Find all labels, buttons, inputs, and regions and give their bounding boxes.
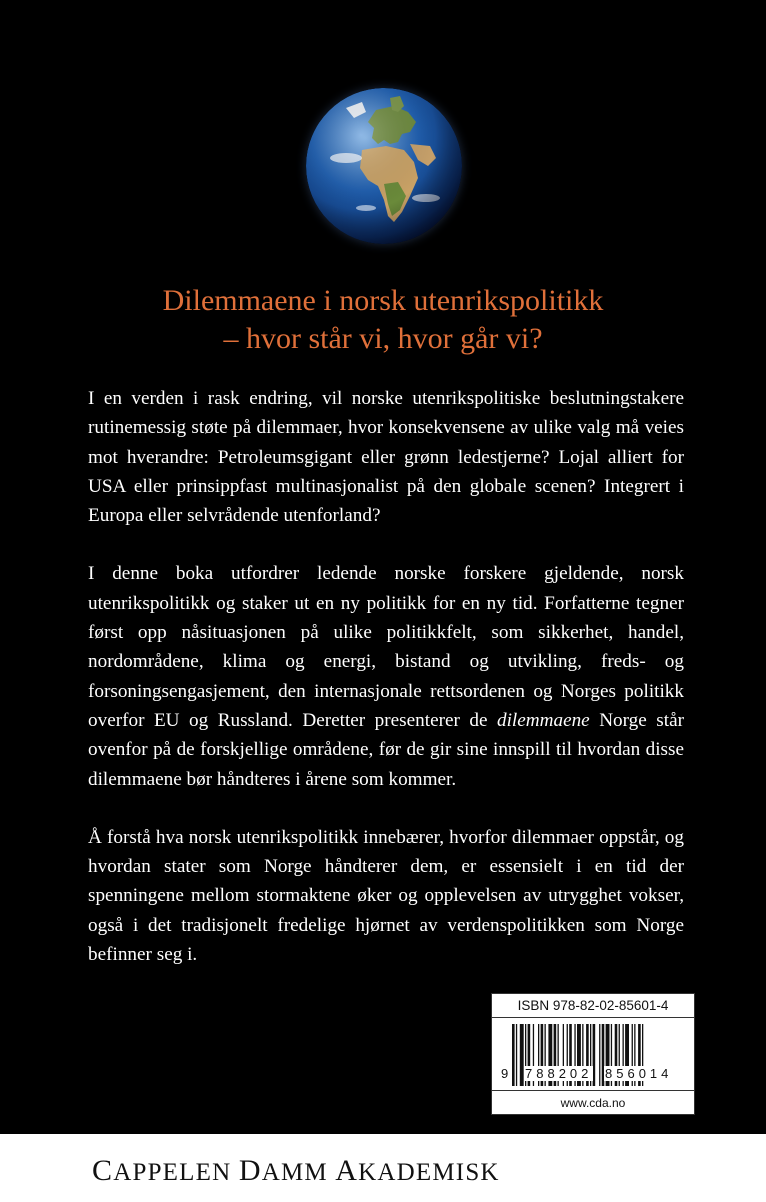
publisher-footer (0, 1134, 766, 1202)
barcode-panel (491, 993, 695, 1115)
earth-globe-icon (306, 88, 462, 244)
headline-line-1: Dilemmaene i norsk utenrikspolitikk (162, 284, 604, 317)
publisher-name: CAPPELEN DAMM AKADEMISK (92, 1154, 500, 1187)
blurb-paragraph-2-part-2: Norge står ovenfor på de forskjellige områdene, før de gir sine innspill til hvordan disse dilemmaene bør håndteres i årene som kommer. (88, 709, 684, 790)
ean-first-digit: 9 (501, 1066, 509, 1081)
blurb-paragraph-2-part-1: I denne boka utfordrer ledende norske forskere gjeldende, norsk utenrikspolitikk og staker ut en ny politikk for en ny tid. Forfatterne tegner først opp nåsituasjonen på ulike politikkfelt, som sikkerhet, handel, nordområdene, klima og energi, bistand og utvikling, freds- og forsoningsengasjement, den internasjonale rettsordenen og Norges politikk overfor EU og Russland. Deretter presenterer de (88, 563, 684, 731)
ean-left-digits: 788202 (525, 1066, 593, 1081)
headline-line-2: – hvor står vi, hvor går vi? (223, 322, 543, 355)
ean-right-digits: 856014 (605, 1066, 673, 1081)
blurb (88, 384, 684, 969)
blurb-paragraph-1: I en verden i rask endring, vil norske utenrikspolitiske beslutningstakere rutinemessig støte på dilemmaer, hvor konsekvensene av ulike valg må veies mot hverandre: Petroleumsgigant eller grønn ledestjerne? Lojal alliert for USA eller prinsippfast multinasjonalist på den globale scenen? Integrert i Europa eller selvrådende utenforland? (88, 388, 684, 527)
isbn-label: ISBN 978-82-02-85601-4 (492, 994, 694, 1018)
publisher-url: www.cda.no (492, 1090, 694, 1114)
blurb-paragraph-3: Å forstå hva norsk utenrikspolitikk innebærer, hvorfor dilemmaer oppstår, og hvordan stater som Norge håndterer dem, er essensielt i en tid der spenningene mellom stormaktene øker og opplevelsen av utrygghet vokser, også i det tradisjonelt fredelige hjørnet av verdenspolitikken som Norge befinner seg i. (88, 826, 684, 966)
headline (0, 282, 766, 358)
blurb-paragraph-2 (88, 559, 684, 793)
blurb-emphasis: dilemmaene (496, 709, 590, 731)
barcode-bar (512, 1024, 515, 1086)
barcode-bar (516, 1024, 517, 1086)
barcode-bar (599, 1024, 600, 1086)
